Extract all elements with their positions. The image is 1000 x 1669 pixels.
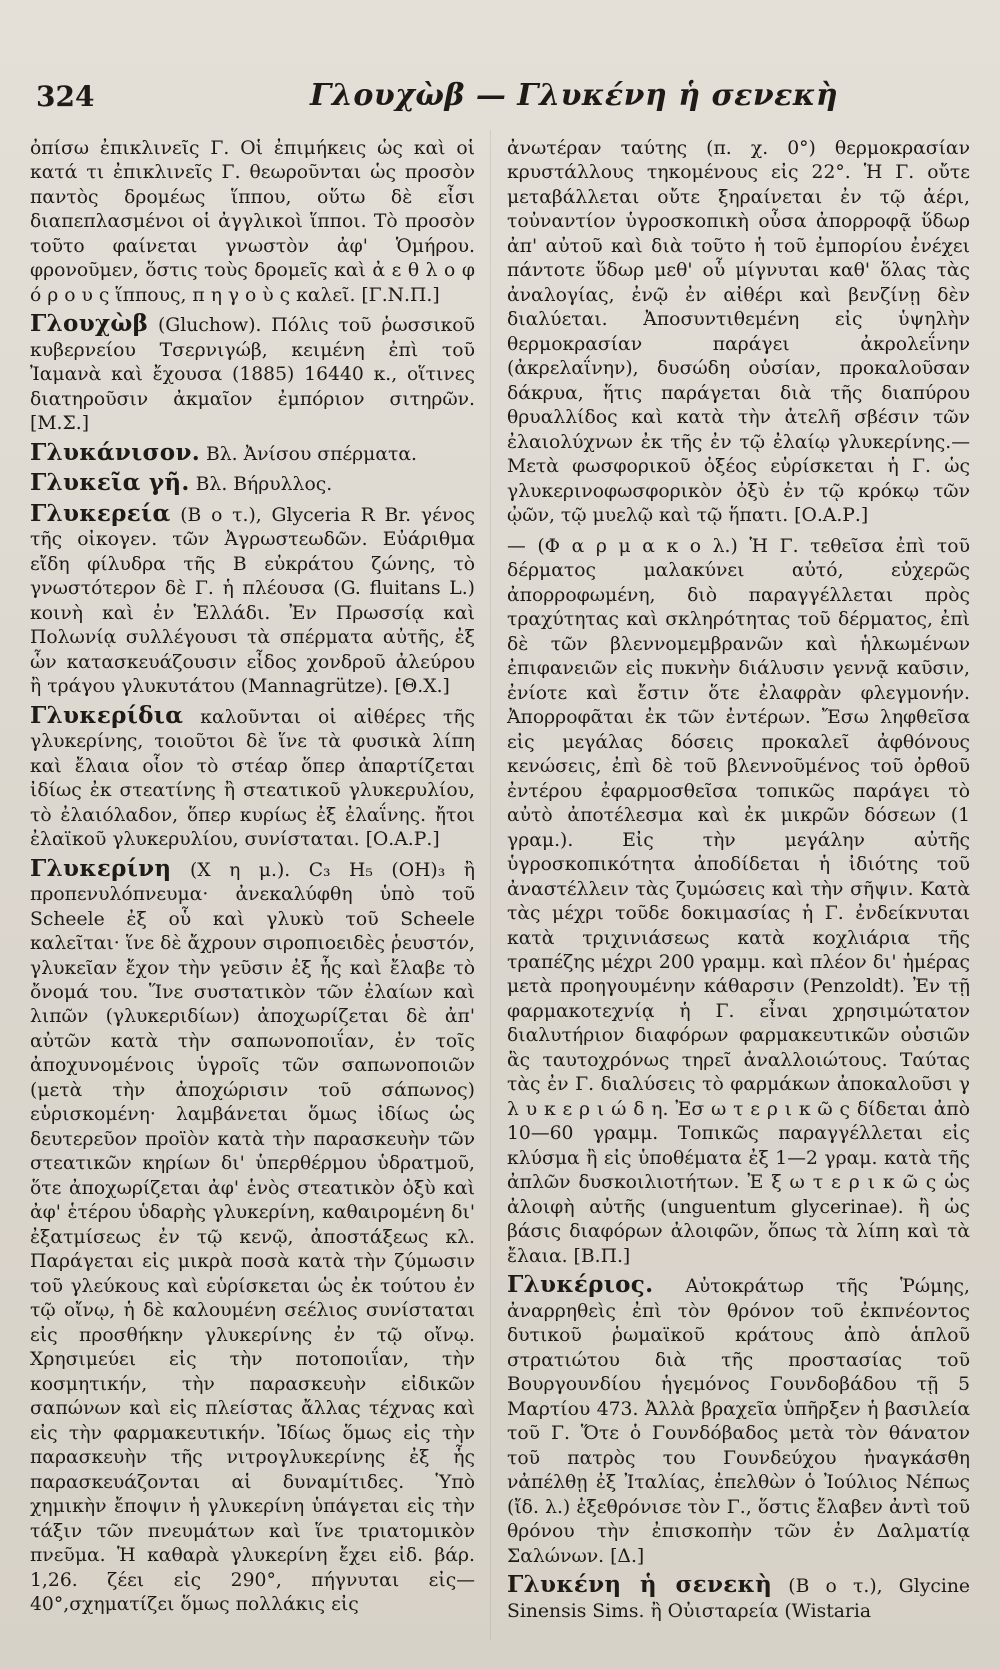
entry-text: (Β ο τ.), Glyceria R Br. γένος τῆς οἰκογεν. τῶν Ἀγρωστεωδῶν. Εὐάριθμα εἴδη φίλυδρα τῆς Β εὐκράτου ζώνης, τὸ γνωστότερον δὲ Γ. ἡ πλέουσα (G. fluitans L.) κοινὴ καὶ ἐν Ἑλλάδι. Ἐν Πρωσσίᾳ καὶ Πολωνίᾳ συλλέγουσι τὰ σπέρματα αὐτῆς, ἐξ ὧν κατασκευάζουσιν εἶδος χονδροῦ ἀλεύρου ἢ τράγου γλυκυτάτου (Mannagrütze). [Θ.Χ.] [30, 504, 476, 698]
entry-text: — (Φ α ρ μ α κ ο λ.) Ἡ Γ. τεθεῖσα ἐπὶ τοῦ δέρματος μαλακύνει αὐτό, εὐχερῶς ἀπορροφωμένη, διὸ παραγγέλλεται πρὸς τραχύτητας καὶ σκληρότητας τοῦ δέρματος, ἐπὶ δὲ τῶν βλεννομεμβρανῶν καὶ ἡλκωμένων ἐπιφανειῶν εἰς πυκνὴν διάλυσιν γεννᾷ καῦσιν, ἐνίοτε καὶ ἔστιν ὅτε ἐλαφρὰν φλεγμονήν. Ἀπορροφᾶται ἐκ τῶν ἐντέρων. Ἔσω ληφθεῖσα εἰς μεγάλας δόσεις προκαλεῖ ἀφθόνους κενώσεις, ἐπὶ δὲ τοῦ βλεννοῦμένος τοῦ ὀρθοῦ ἐντέρου ἐφαρμοσθεῖσα τοπικῶς παράγει τὸ αὐτὸ ἀποτέλεσμα καὶ ἐκ μικρῶν δόσεων (1 γραμ.). Εἰς τὴν μεγάλην αὐτῆς ὑγροσκοπικότητα ἀποδίδεται ἡ ἰδιότης τοῦ ἀναστέλλειν τὰς ζυμώσεις καὶ τὴν σῆψιν. Κατὰ τὰς μέχρι τοῦδε δοκιμασίας ἡ Γ. ἐνδείκνυται κατὰ τριχινιάσεως κατὰ κοχλιάρια τῆς τραπέζης μέχρι 200 γραμμ. καὶ πλέον δι' ἡμέρας μετὰ προηγουμένην κάθαρσιν (Penzoldt). Ἐν τῇ φαρμακοτεχνίᾳ ἡ Γ. εἶναι χρησιμώτατον διαλυτήριον διαφόρων φαρμακευτικῶν οὐσιῶν ἃς ταυτοχρόνως τηρεῖ ἀναλλοιώτους. Ταύτας τὰς ἐν Γ. διαλύσεις τὸ φαρμάκων ἀποκαλοῦσι γ λ υ κ ε ρ ι ώ δ η. Ἐσ ω τ ε ρ ι κ ῶ ς δίδεται ἀπὸ 10—60 γραμμ. Τοπικῶς παραγγέλλεται εἰς κλύσμα ἢ εἰς ὑποθέματα ἐξ 1—2 γραμ. κατὰ τῆς ἀπλῶν δυσκοιλιοτήτων. Ἐ ξ ω τ ε ρ ι κ ῶ ς ὡς ἀλοιφὴ αὐτῆς (unguentum glycerinae). ἢ ὡς βάσις διαφόρων ἀλοιφῶν, ὅπως τὰ λίπη καὶ τὰ ἔλαια. [Β.Π.] [507, 535, 970, 1267]
entry-lemma: Γλυκεῖα γῆ. [30, 469, 190, 497]
entry-text: (Χ η μ.). C₃ H₅ (OH)₃ ἢ προπενυλόπνευμα· ἀνεκαλύφθη ὑπὸ τοῦ Scheele ἐξ οὗ καὶ γλυκὺ τοῦ Scheele καλεῖται· ἵνε δὲ ἄχρουν σιροπιοειδὲς ῥευστόν, γλυκεῖαν ἔχον τὴν γεῦσιν ἐξ ἧς καὶ ἔλαβε τὸ ὄνομά του. Ἵνε συστατικὸν τῶν ἐλαίων καὶ λιπῶν (γλυκεριδίων) ἀποχωρίζεται δὲ ἀπ' αὐτῶν κατὰ τὴν σαπωνοποιΐαν, ἐν τοῖς ἀποχυνομένοις ὑγροῖς τῶν σαπωνοποιῶν (μετὰ τὴν ἀποχώρισιν τοῦ σάπωνος) εὑρισκομένη· λαμβάνεται ὅμως ἰδίως ὡς δευτερεῦον προϊὸν κατὰ τὴν παρασκευὴν τῶν στεατικῶν κηρίων δι' ὑπερθέρμου ὑδρατμοῦ, ὅτε ἀποχωρίζεται ἀφ' ἑνὸς στεατικὸν ὀξὺ καὶ ἀφ' ἑτέρου ὑδαρὴς γλυκερίνη, καθαιρομένη δι' ἐξατμίσεως ἐν τῷ κενῷ, ἀποστάξεως κλ. Παράγεται εἰς μικρὰ ποσὰ κατὰ τὴν ζύμωσιν τοῦ γλεύκους καὶ εὑρίσκεται ὡς ἐκ τούτου ἐν τῷ οἴνῳ, ἡ δὲ καλουμένη σεέλιος συνίσταται εἰς προσθήκην γλυκερίνης ἐν τῷ οἴνῳ. Χρησιμεύει εἰς τὴν ποτοποιΐαν, τὴν κοσμητικήν, τὴν παρασκευὴν εἰδικῶν σαπώνων καὶ εἰς πλείστας ἄλλας τέχνας καὶ εἰς τὴν φαρμακευτικήν. Ἰδίως ὅμως εἰς τὴν παρασκευὴν τῆς νιτρογλυκερίνης ἐξ ἧς παρασκευάζονται αἱ δυναμίτιδες. Ὑπὸ χημικὴν ἔποψιν ἡ γλυκερίνη ὑπάγεται εἰς τὴν τάξιν τῶν πνευμάτων καὶ ἵνε τριατομικὸν πνεῦμα. Ἡ καθαρὰ γλυκερίνη ἔχει εἰδ. βάρ. 1,26. ζέει εἰς 290°, πήγνυται εἰς—40°,σχηματίζει ὅμως πολλάκις εἰς [30, 859, 475, 1616]
entry-text: καλοῦνται οἱ αἰθέρες τῆς γλυκερίνης, τοιοῦτοι δὲ ἵνε τὰ φυσικὰ λίπη καὶ ἔλαια οἷον τὸ στέαρ ὅπερ ἀπαρτίζεται ἰδίως ἐκ στεατίνης ἢ στεατικοῦ γλυκερυλίου, τὸ ἐλαιόλαδον, ὅπερ κυρίως ἐξ ἐλαΐνης. ἤτοι ἐλαϊκοῦ γλυκερυλίου, συνίσταται. [Ο.Α.Ρ.] [30, 706, 475, 851]
entry-continuation [30, 135, 475, 308]
page-number: 324 [36, 80, 95, 113]
entry-glykeridia [30, 701, 475, 853]
entry-text: Βλ. Βήρυλλος. [195, 474, 333, 496]
entry-glykerini-pharmacology [507, 533, 970, 1270]
entry-text: ἀνωτέραν ταύτης (π. χ. 0°) θερμοκρασίαν κρυστάλλους τηκομένους εἰς 22°. Ἡ Γ. οὔτε μεταβάλλεται οὔτε ξηραίνεται ἐν τῷ ἀέρι, τοὐναντίον ὑγροσκοπικὴ οὖσα ἀπορροφᾷ ὕδωρ ἀπ' αὐτοῦ καὶ διὰ τοῦτο ἡ τοῦ ἐμπορίου ἐνέχει πάντοτε ὕδωρ μεθ' οὗ μίγνυται καθ' ὅλας τὰς ἀναλογίας, ἐνῷ ἐν αἰθέρι καὶ βενζίνῃ δὲν διαλύεται. Ἀποσυντιθεμένη εἰς ὑψηλὴν θερμοκρασίαν παράγει ἀκρολεΐνην (ἀκρελαΐνην), δυσώδη οὐσίαν, προκαλοῦσαν δάκρυα, ἥτις παράγεται διὰ τῆς διαπύρου θρυαλλίδος καὶ κατὰ τὴν ἀτελῆ σβέσιν τῶν ἐλαιολύχνων ἐκ τῆς ἐν τῷ ἐλαίῳ γλυκερίνης.— Μετὰ φωσφορικοῦ ὀξέος εὑρίσκεται ἡ Γ. ὡς γλυκερινοφωσφορικὸν ὀξὺ ἐν τῷ κρόκῳ τῶν ᾠῶν, τῷ μυελῷ καὶ τῷ ἥπατι. [Ο.Α.Ρ.] [507, 138, 970, 527]
entry-glykerini-continued [507, 135, 970, 529]
entry-lemma: Γλυκερίδια [30, 701, 184, 729]
entry-lemma: Γλυκένη ἡ σενεκὴ [507, 1571, 773, 1599]
entry-text: Βλ. Ἀνίσου σπέρματα. [205, 443, 418, 465]
column-divider [490, 130, 491, 1640]
entry-gluchow [30, 312, 475, 436]
entry-text: (Gluchow). Πόλις τοῦ ῥωσσικοῦ κυβερνείου Τσερνιγώβ, κειμένη ἐπὶ τοῦ Ἰαμανὰ καὶ ἔχουσα (1885) 16440 κ., οἵτινες διατηροῦσιν ἀκμαῖον ἐμπόριον σιτηρῶν. [Μ.Σ.] [30, 315, 475, 435]
left-column [30, 135, 475, 1622]
entry-lemma: Γλυκάνισον. [30, 438, 201, 466]
running-head: Γλουχὼβ — Γλυκένη ἡ σενεκὴ [310, 78, 839, 113]
entry-glykereia [30, 499, 476, 700]
entry-glykerios [507, 1273, 970, 1569]
entry-lemma: Γλυκερίνη [30, 854, 172, 882]
entry-text: ὀπίσω ἐπικλινεῖς Γ. Οἱ ἐπιμήκεις ὡς καὶ οἱ κατά τι ἐπικλινεῖς Γ. θεωροῦνται ὡς προσὸν παντὸς δρομέως ἵππου, οὕτω δὲ εἶσι διαπεπλασμένοι οἱ ἀγγλικοὶ ἵπποι. Τὸ προσὸν τοῦτο φαίνεται γνωστὸν ἀφ' Ὁμήρου. φρονοῦμεν, ὅστις τοὺς δρομεῖς καὶ ἀ ε θ λ ο φ ό ρ ο υ ς ἵππους, π η γ ο ὺ ς καλεῖ. [Γ.Ν.Π.] [30, 138, 475, 306]
entry-glykanison [30, 438, 475, 467]
entry-lemma: Γλυκερεία [30, 499, 171, 527]
entry-glykeni-seneki [507, 1573, 970, 1624]
entry-text: (Β ο τ.), Glycine Sinensis Sims. ἢ Οὐισταρεία (Wistaria [507, 1576, 970, 1622]
entry-glykeia-ge [30, 471, 475, 497]
entry-text: Αὐτοκράτωρ τῆς Ῥώμης, ἀναρρηθεὶς ἐπὶ τὸν θρόνον τοῦ ἐκπνέοντος δυτικοῦ ῥωμαϊκοῦ κράτους ἀπὸ ἁπλοῦ στρατιώτου διὰ τῆς προστασίας τοῦ Βουργουνδίου ἡγεμόνος Γουνδοβάδου τῇ 5 Μαρτίου 473. Ἀλλὰ βραχεῖα ὑπῆρξεν ἡ βασιλεία τοῦ Γ. Ὅτε ὁ Γουνδόβαδος μετὰ τὸν θάνατον τοῦ πατρὸς του Γουνδεύχου ἠναγκάσθη νἀπέλθῃ ἐξ Ἰταλίας, ἐπελθὼν ὁ Ἰούλιος Νέπως (ἴδ. λ.) ἐξεθρόνισε τὸν Γ., ὅστις ἔλαβεν ἀντὶ τοῦ θρόνου τὴν ἐπισκοπὴν τῶν ἐν Δαλματίᾳ Σαλώνων. [Δ.] [507, 1276, 970, 1567]
right-column [507, 135, 970, 1628]
entry-glykerini [30, 854, 475, 1618]
entry-lemma: Γλουχὼβ [30, 310, 149, 338]
entry-lemma: Γλυκέριος. [507, 1271, 654, 1299]
